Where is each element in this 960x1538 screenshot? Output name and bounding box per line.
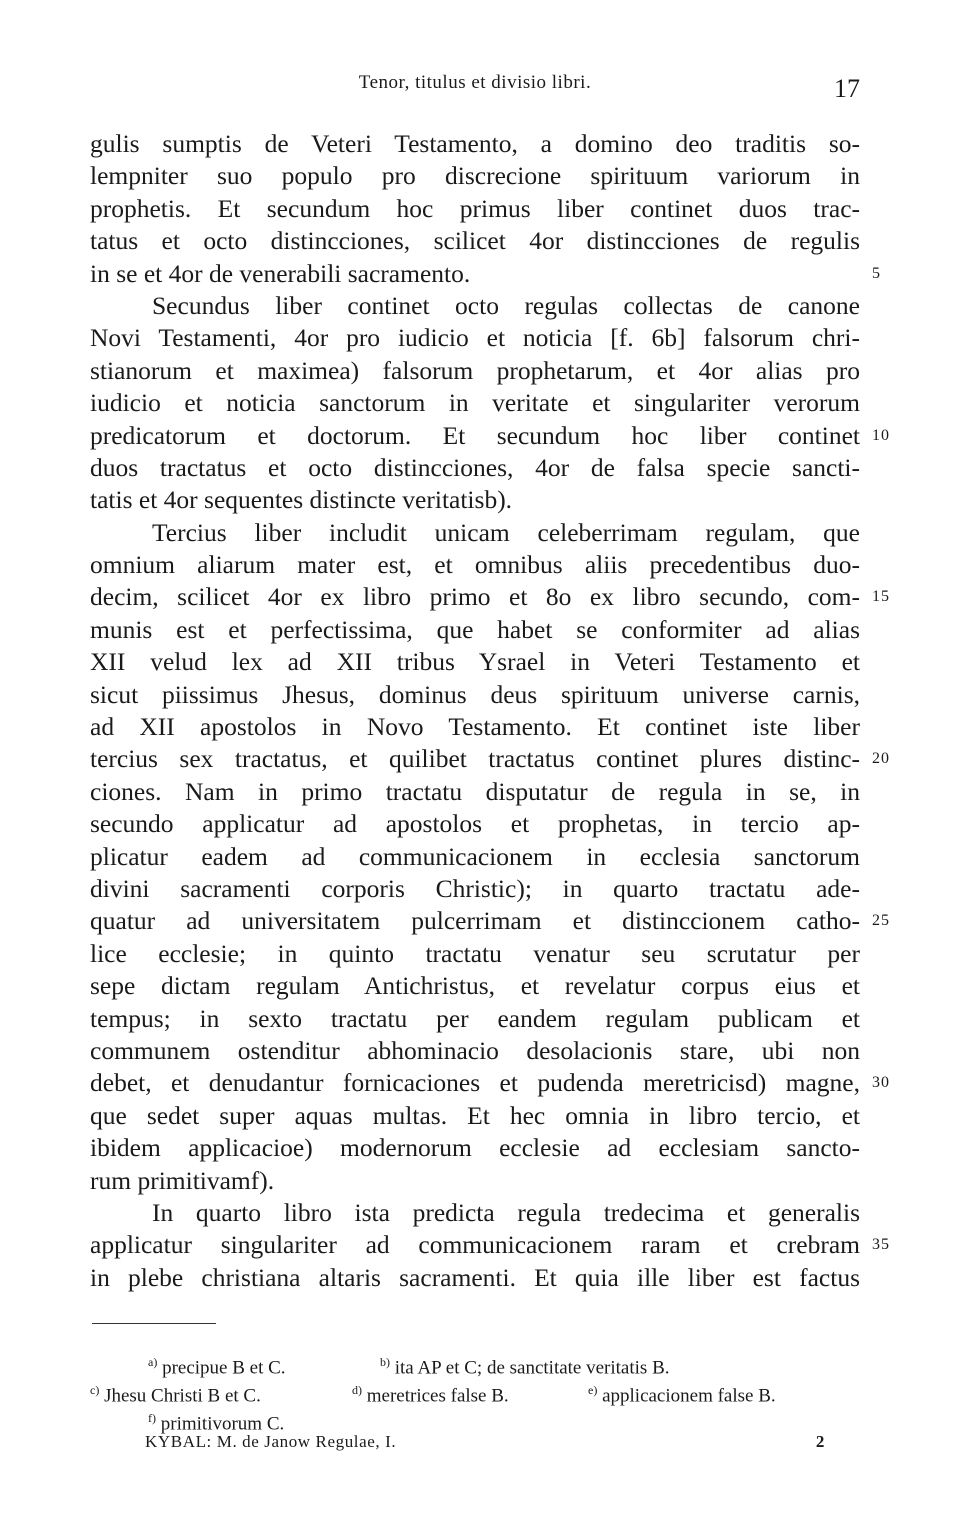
line-text: ibidem applicacioe) modernorum ecclesie ad ecclesiam sancto- xyxy=(90,1133,860,1163)
line-text: tercius sex tractatus, et quilibet tractatus continet plures distinc- xyxy=(90,744,860,774)
text-line xyxy=(90,1003,860,1035)
footnote-rule xyxy=(92,1323,216,1324)
line-text: stianorum et maximea) falsorum prophetarum, et 4or alias pro xyxy=(90,355,860,385)
line-text: debet, et denudantur fornicaciones et pudenda meretricisd) magne, xyxy=(90,1068,860,1098)
text-line xyxy=(90,1229,890,1261)
footnote-f: $^{f)}$ primitivorum C. xyxy=(148,1411,285,1435)
line-text: ciones. Nam in primo tractatu disputatur de regula in se, in xyxy=(90,776,860,806)
text-line xyxy=(90,711,860,743)
line-text: sepe dictam regulam Antichristus, et revelatur corpus eius et xyxy=(90,971,860,1001)
footer-author-title: KYBAL: M. de Janow Regulae, I. xyxy=(145,1432,397,1451)
line-text: munis est et perfectissima, que habet se conformiter ad alias xyxy=(90,614,860,644)
text-line xyxy=(90,355,860,387)
text-line xyxy=(90,225,860,257)
line-text: communem ostenditur abhominacio desolacionis stare, ubi non xyxy=(90,1035,860,1065)
line-text: lempniter suo populo pro discrecione spirituum variorum in xyxy=(90,161,860,191)
line-number: 20 xyxy=(872,750,890,768)
text-line xyxy=(90,679,860,711)
running-header xyxy=(90,72,860,106)
footnote-row xyxy=(90,1376,860,1407)
line-text: iudicio et noticia sanctorum in veritate et singulariter verorum xyxy=(90,388,860,418)
text-line xyxy=(90,452,860,484)
footnote-row xyxy=(90,1348,860,1379)
footnote-c: $^{c)}$ Jhesu Christi B et C. xyxy=(90,1383,261,1407)
line-text: divini sacramenti corporis Christic); in quarto tractatu ade- xyxy=(90,873,860,903)
line-text: secundo applicatur ad apostolos et prophetas, in tercio ap- xyxy=(90,809,860,839)
line-text: sicut piissimus Jhesus, dominus deus spirituum universe carnis, xyxy=(90,679,860,709)
line-number: 10 xyxy=(872,426,890,444)
line-text: applicatur singulariter ad communicacionem raram et crebram xyxy=(90,1230,860,1260)
line-number: 35 xyxy=(872,1236,890,1254)
line-text: quatur ad universitatem pulcerrimam et distinccionem catho- xyxy=(90,906,860,936)
line-text: duos tractatus et octo distincciones, 4or de falsa specie sancti- xyxy=(90,452,860,482)
text-line xyxy=(90,549,860,581)
line-text: Tercius liber includit unicam celeberrimam regulam, que xyxy=(152,517,860,547)
line-text: que sedet super aquas multas. Et hec omnia in libro tercio, et xyxy=(90,1100,860,1130)
line-text: omnium aliarum mater est, et omnibus aliis precedentibus duo- xyxy=(90,550,860,580)
text-line xyxy=(90,938,860,970)
text-line xyxy=(90,1035,860,1067)
line-text: tatus et octo distincciones, scilicet 4or distincciones de regulis xyxy=(90,226,860,256)
line-text: decim, scilicet 4or ex libro primo et 8o ex libro secundo, com- xyxy=(90,582,860,612)
page-footer xyxy=(145,1432,825,1458)
line-text: predicatorum et doctorum. Et secundum hoc liber continet xyxy=(90,420,860,450)
line-text: rum primitivamf). xyxy=(90,1165,275,1195)
text-line xyxy=(90,484,860,516)
text-line xyxy=(90,387,860,419)
line-text: in se et 4or de venerabili sacramento. xyxy=(90,258,471,288)
text-line xyxy=(90,905,890,937)
line-text: gulis sumptis de Veteri Testamento, a domino deo traditis so- xyxy=(90,129,860,158)
text-line xyxy=(90,322,860,354)
text-line xyxy=(90,646,860,678)
text-line xyxy=(90,1262,860,1294)
line-text: prophetis. Et secundum hoc primus liber continet duos trac- xyxy=(90,193,860,223)
main-text xyxy=(90,128,890,1294)
text-line xyxy=(90,290,860,322)
footnote-b: $^{b)}$ ita AP et C; de sanctitate veritatis B. xyxy=(380,1355,670,1379)
text-line xyxy=(90,160,860,192)
text-line xyxy=(90,193,860,225)
text-line xyxy=(90,581,890,613)
text-line xyxy=(90,808,860,840)
line-number: 15 xyxy=(872,588,890,606)
line-text: In quarto libro ista predicta regula tredecima et generalis xyxy=(152,1197,860,1227)
line-text: lice ecclesie; in quinto tractatu venatur seu scrutatur per xyxy=(90,938,860,968)
text-line xyxy=(90,614,860,646)
text-line xyxy=(90,1197,860,1229)
line-text: Secundus liber continet octo regulas collectas de canone xyxy=(152,290,860,320)
running-title: Tenor, titulus et divisio libri. xyxy=(358,72,592,93)
line-text: XII velud lex ad XII tribus Ysrael in Veteri Testamento et xyxy=(90,647,860,677)
text-line xyxy=(90,420,890,452)
text-line xyxy=(90,517,860,549)
line-text: tatis et 4or sequentes distincte veritatisb). xyxy=(90,485,513,515)
footnote-a: $^{a)}$ precipue B et C. xyxy=(148,1355,286,1379)
text-line xyxy=(90,841,860,873)
text-line xyxy=(90,873,860,905)
text-line xyxy=(90,776,860,808)
footnote-d: $^{d)}$ meretrices false B. xyxy=(352,1383,509,1407)
text-line xyxy=(90,1165,860,1197)
page-number: 17 xyxy=(834,74,860,103)
line-text: in plebe christiana altaris sacramenti. Et quia ille liber est factus xyxy=(90,1262,860,1292)
line-number: 5 xyxy=(872,264,881,282)
footnote-row xyxy=(90,1404,860,1435)
signature-mark: 2 xyxy=(815,1432,825,1451)
line-text: Novi Testamenti, 4or pro iudicio et noticia [f. 6b] falsorum chri- xyxy=(90,323,860,353)
text-line xyxy=(90,1132,860,1164)
line-text: plicatur eadem ad communicacionem in ecclesia sanctorum xyxy=(90,841,860,871)
text-line xyxy=(90,258,881,290)
text-line xyxy=(90,743,890,775)
line-text: tempus; in sexto tractatu per eandem regulam publicam et xyxy=(90,1003,860,1033)
text-line xyxy=(90,1100,860,1132)
line-number: 30 xyxy=(872,1074,890,1092)
text-line xyxy=(90,1067,890,1099)
line-text: ad XII apostolos in Novo Testamento. Et continet iste liber xyxy=(90,712,860,742)
footnote-e: $^{e)}$ applicacionem false B. xyxy=(588,1383,776,1407)
text-line xyxy=(90,970,860,1002)
text-line xyxy=(90,128,860,160)
line-number: 25 xyxy=(872,912,890,930)
footnotes xyxy=(90,1348,860,1435)
